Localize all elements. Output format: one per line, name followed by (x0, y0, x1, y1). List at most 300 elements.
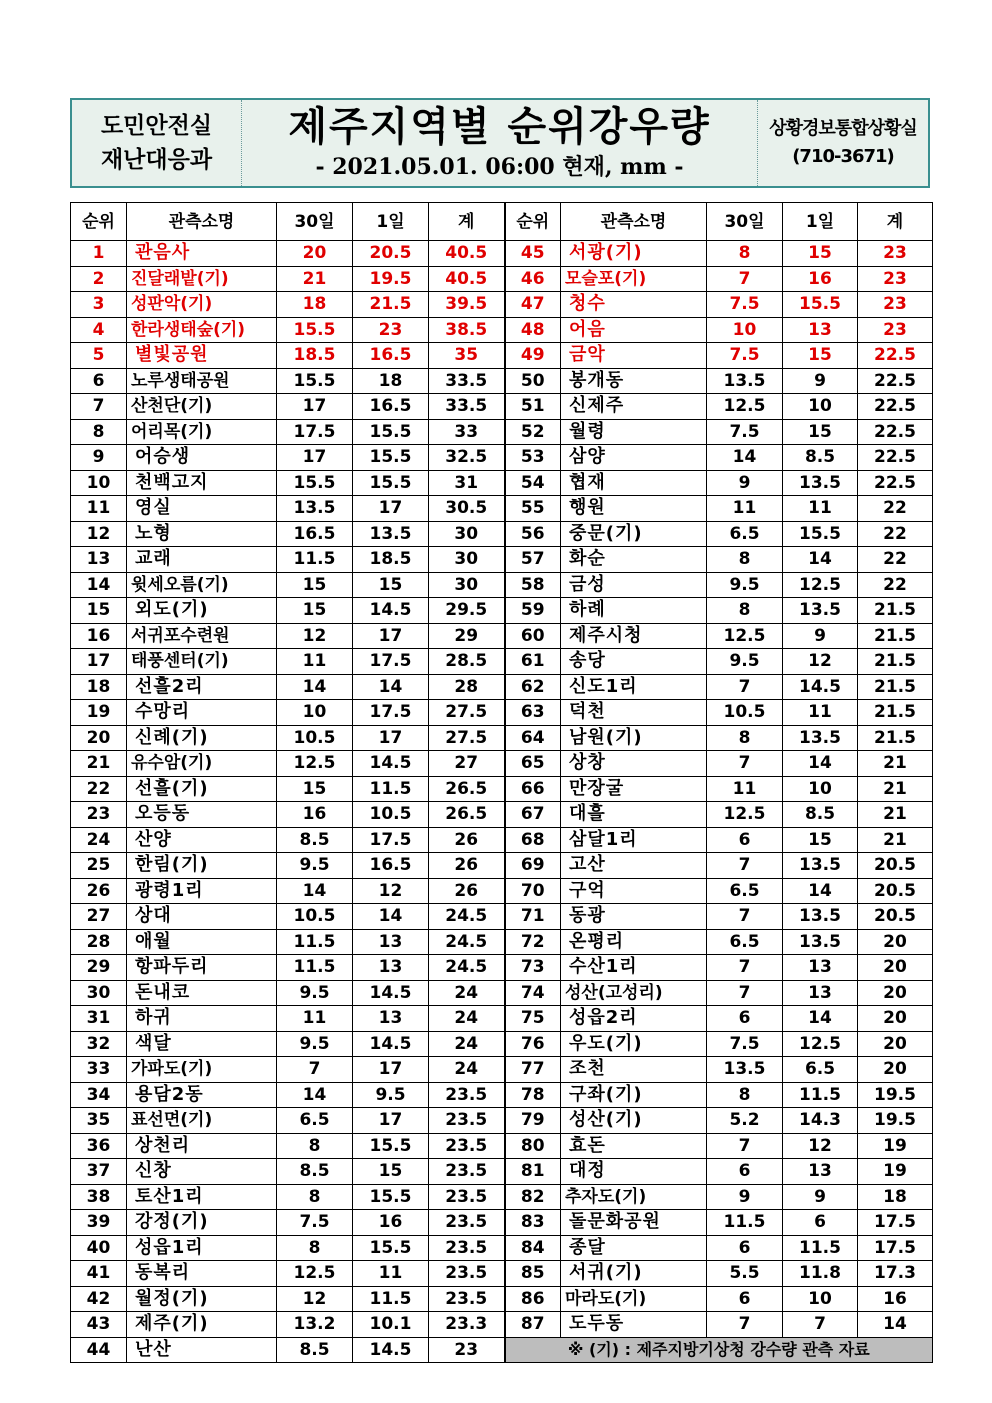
total-cell: 22.5 (858, 470, 933, 496)
station-name-cell: 오등동 (127, 802, 277, 828)
d30-cell: 6.5 (707, 929, 783, 955)
d30-cell: 10.5 (707, 700, 783, 726)
total-cell: 33.5 (429, 368, 505, 394)
d30-cell: 7 (707, 674, 783, 700)
d30-cell: 6 (707, 827, 783, 853)
d1-cell: 9.5 (353, 1082, 429, 1108)
station-name-cell: 청수 (561, 292, 707, 318)
station-name-cell: 성읍2리 (561, 1006, 707, 1032)
d1-cell: 14.5 (353, 980, 429, 1006)
d30-cell: 7.5 (707, 1031, 783, 1057)
d1-cell: 11.5 (783, 1082, 858, 1108)
total-cell: 26.5 (429, 802, 505, 828)
rank-cell: 1 (71, 241, 127, 267)
total-cell: 24 (429, 1031, 505, 1057)
total-cell: 21 (858, 827, 933, 853)
rank-cell: 37 (71, 1159, 127, 1185)
table-row (71, 266, 933, 292)
d30-cell: 10 (277, 700, 353, 726)
total-cell: 20.5 (858, 878, 933, 904)
rank-cell: 76 (505, 1031, 561, 1057)
rank-cell: 63 (505, 700, 561, 726)
rank-cell: 50 (505, 368, 561, 394)
col-30day-right: 30일 (707, 203, 783, 241)
d30-cell: 7 (707, 853, 783, 879)
station-name-cell: 선흘2리 (127, 674, 277, 700)
d30-cell: 6 (707, 1286, 783, 1312)
total-cell: 22 (858, 547, 933, 573)
d30-cell: 6.5 (277, 1108, 353, 1134)
station-name-cell: 별빛공원 (127, 343, 277, 369)
table-row (71, 878, 933, 904)
rank-cell: 45 (505, 241, 561, 267)
total-cell: 23.3 (429, 1312, 505, 1338)
d30-cell: 11.5 (277, 547, 353, 573)
d1-cell: 13 (783, 980, 858, 1006)
d1-cell: 13.5 (783, 470, 858, 496)
d30-cell: 12.5 (707, 802, 783, 828)
table-row (71, 292, 933, 318)
station-name-cell: 서귀(기) (561, 1261, 707, 1287)
rank-cell: 75 (505, 1006, 561, 1032)
total-cell: 17.3 (858, 1261, 933, 1287)
d30-cell: 15 (277, 776, 353, 802)
table-row (71, 649, 933, 675)
table-row (71, 598, 933, 624)
total-cell: 20 (858, 1057, 933, 1083)
total-cell: 20 (858, 955, 933, 981)
station-name-cell: 동광 (561, 904, 707, 930)
rank-cell: 71 (505, 904, 561, 930)
rank-cell: 82 (505, 1184, 561, 1210)
rank-cell: 65 (505, 751, 561, 777)
d1-cell: 12.5 (783, 1031, 858, 1057)
station-name-cell: 종달 (561, 1235, 707, 1261)
rank-cell: 33 (71, 1057, 127, 1083)
table-row (71, 776, 933, 802)
rank-cell: 80 (505, 1133, 561, 1159)
station-name-cell: 만장굴 (561, 776, 707, 802)
total-cell: 19.5 (858, 1082, 933, 1108)
total-cell: 23.5 (429, 1261, 505, 1287)
office-phone: (710-3671) (792, 146, 894, 167)
d1-cell: 13.5 (353, 521, 429, 547)
d1-cell: 13.5 (783, 598, 858, 624)
total-cell: 20.5 (858, 904, 933, 930)
total-cell: 20 (858, 1006, 933, 1032)
table-row (71, 623, 933, 649)
d30-cell: 7 (707, 1312, 783, 1338)
rank-cell: 48 (505, 317, 561, 343)
station-name-cell: 도두동 (561, 1312, 707, 1338)
station-name-cell: 강정(기) (127, 1210, 277, 1236)
total-cell: 23.5 (429, 1210, 505, 1236)
d1-cell: 17 (353, 623, 429, 649)
table-row (71, 419, 933, 445)
station-name-cell: 삼양 (561, 445, 707, 471)
d1-cell: 10.1 (353, 1312, 429, 1338)
total-cell: 27.5 (429, 725, 505, 751)
d30-cell: 16.5 (277, 521, 353, 547)
table-row (71, 394, 933, 420)
rank-cell: 60 (505, 623, 561, 649)
d30-cell: 12 (277, 623, 353, 649)
table-row (71, 470, 933, 496)
d30-cell: 11.5 (277, 955, 353, 981)
station-name-cell: 상대 (127, 904, 277, 930)
station-name-cell: 어리목(기) (127, 419, 277, 445)
table-row (71, 827, 933, 853)
rank-cell: 3 (71, 292, 127, 318)
d1-cell: 15.5 (353, 470, 429, 496)
table-row (71, 1082, 933, 1108)
station-name-cell: 상창 (561, 751, 707, 777)
station-name-cell: 삼달1리 (561, 827, 707, 853)
table-row (71, 1184, 933, 1210)
table-header-row (71, 203, 933, 241)
d30-cell: 15 (277, 598, 353, 624)
rank-cell: 72 (505, 929, 561, 955)
rank-cell: 25 (71, 853, 127, 879)
d1-cell: 15 (783, 419, 858, 445)
d30-cell: 14 (277, 674, 353, 700)
d30-cell: 15.5 (277, 470, 353, 496)
d30-cell: 8 (277, 1235, 353, 1261)
rank-cell: 41 (71, 1261, 127, 1287)
rank-cell: 87 (505, 1312, 561, 1338)
station-name-cell: 수산1리 (561, 955, 707, 981)
col-station-left: 관측소명 (127, 203, 277, 241)
rank-cell: 15 (71, 598, 127, 624)
rank-cell: 61 (505, 649, 561, 675)
station-name-cell: 상천리 (127, 1133, 277, 1159)
rank-cell: 23 (71, 802, 127, 828)
d30-cell: 13.5 (277, 496, 353, 522)
rank-cell: 32 (71, 1031, 127, 1057)
rank-cell: 43 (71, 1312, 127, 1338)
col-station-right: 관측소명 (561, 203, 707, 241)
total-cell: 20.5 (858, 853, 933, 879)
d30-cell: 7.5 (707, 343, 783, 369)
rank-cell: 2 (71, 266, 127, 292)
d1-cell: 17 (353, 496, 429, 522)
total-cell: 30 (429, 521, 505, 547)
total-cell: 38.5 (429, 317, 505, 343)
d1-cell: 9 (783, 623, 858, 649)
station-name-cell: 월령 (561, 419, 707, 445)
station-name-cell: 효돈 (561, 1133, 707, 1159)
rank-cell: 24 (71, 827, 127, 853)
station-name-cell: 토산1리 (127, 1184, 277, 1210)
department-block (72, 100, 242, 186)
rank-cell: 69 (505, 853, 561, 879)
d1-cell: 11.5 (353, 1286, 429, 1312)
station-name-cell: 온평리 (561, 929, 707, 955)
rank-cell: 13 (71, 547, 127, 573)
d1-cell: 11 (783, 496, 858, 522)
total-cell: 19 (858, 1133, 933, 1159)
total-cell: 40.5 (429, 266, 505, 292)
d1-cell: 23 (353, 317, 429, 343)
d30-cell: 15 (277, 572, 353, 598)
d1-cell: 14.5 (353, 598, 429, 624)
rank-cell: 44 (71, 1337, 127, 1363)
total-cell: 23.5 (429, 1159, 505, 1185)
rank-cell: 26 (71, 878, 127, 904)
d30-cell: 8 (277, 1184, 353, 1210)
rank-cell: 49 (505, 343, 561, 369)
table-row (71, 1210, 933, 1236)
d1-cell: 17 (353, 1108, 429, 1134)
total-cell: 30 (429, 547, 505, 573)
rank-cell: 85 (505, 1261, 561, 1287)
total-cell: 24 (429, 1057, 505, 1083)
d1-cell: 6 (783, 1210, 858, 1236)
d1-cell: 8.5 (783, 445, 858, 471)
table-row (71, 1031, 933, 1057)
col-rank-left: 순위 (71, 203, 127, 241)
station-name-cell: 태풍센터(기) (127, 649, 277, 675)
total-cell: 26 (429, 827, 505, 853)
d1-cell: 17.5 (353, 700, 429, 726)
d30-cell: 13.5 (707, 1057, 783, 1083)
d1-cell: 18 (353, 368, 429, 394)
total-cell: 23.5 (429, 1286, 505, 1312)
rank-cell: 30 (71, 980, 127, 1006)
station-name-cell: 성판악(기) (127, 292, 277, 318)
rank-cell: 86 (505, 1286, 561, 1312)
total-cell: 22 (858, 572, 933, 598)
d1-cell: 12 (783, 649, 858, 675)
station-name-cell: 영실 (127, 496, 277, 522)
rank-cell: 14 (71, 572, 127, 598)
total-cell: 23.5 (429, 1133, 505, 1159)
d30-cell: 8 (707, 547, 783, 573)
total-cell: 30 (429, 572, 505, 598)
table-row (71, 1133, 933, 1159)
d30-cell: 9.5 (277, 853, 353, 879)
d1-cell: 15 (353, 1159, 429, 1185)
table-row (71, 725, 933, 751)
total-cell: 22.5 (858, 394, 933, 420)
rank-cell: 68 (505, 827, 561, 853)
station-name-cell: 노형 (127, 521, 277, 547)
station-name-cell: 협재 (561, 470, 707, 496)
d1-cell: 13 (353, 1006, 429, 1032)
total-cell: 27.5 (429, 700, 505, 726)
d1-cell: 17.5 (353, 649, 429, 675)
d1-cell: 16 (783, 266, 858, 292)
total-cell: 24 (429, 980, 505, 1006)
d1-cell: 6.5 (783, 1057, 858, 1083)
station-name-cell: 금악 (561, 343, 707, 369)
station-name-cell: 추자도(기) (561, 1184, 707, 1210)
total-cell: 23 (429, 1337, 505, 1363)
station-name-cell: 송당 (561, 649, 707, 675)
d30-cell: 7.5 (707, 419, 783, 445)
station-name-cell: 유수암(기) (127, 751, 277, 777)
d30-cell: 11 (277, 649, 353, 675)
d30-cell: 13.5 (707, 368, 783, 394)
total-cell: 18 (858, 1184, 933, 1210)
d30-cell: 8 (707, 241, 783, 267)
d30-cell: 9.5 (277, 1031, 353, 1057)
d30-cell: 8.5 (277, 827, 353, 853)
table-row (71, 853, 933, 879)
station-name-cell: 모슬포(기) (561, 266, 707, 292)
rank-cell: 18 (71, 674, 127, 700)
d1-cell: 7 (783, 1312, 858, 1338)
d30-cell: 7 (277, 1057, 353, 1083)
table-row (71, 929, 933, 955)
d30-cell: 10.5 (277, 904, 353, 930)
total-cell: 31 (429, 470, 505, 496)
d30-cell: 8 (707, 1082, 783, 1108)
d1-cell: 15.5 (783, 521, 858, 547)
table-row (71, 700, 933, 726)
rank-cell: 83 (505, 1210, 561, 1236)
page-title: 제주지역별 순위강우량 (288, 104, 711, 150)
total-cell: 24.5 (429, 929, 505, 955)
d1-cell: 14 (353, 674, 429, 700)
department-line-1: 도민안전실 (100, 113, 213, 139)
rainfall-ranking-table (70, 202, 933, 1363)
total-cell: 21.5 (858, 674, 933, 700)
total-cell: 35 (429, 343, 505, 369)
table-row (71, 1312, 933, 1338)
d1-cell: 14 (783, 547, 858, 573)
station-name-cell: 동복리 (127, 1261, 277, 1287)
d1-cell: 14 (783, 751, 858, 777)
total-cell: 14 (858, 1312, 933, 1338)
d30-cell: 18 (277, 292, 353, 318)
col-30day-left: 30일 (277, 203, 353, 241)
rank-cell: 57 (505, 547, 561, 573)
d1-cell: 13 (783, 955, 858, 981)
d30-cell: 11.5 (707, 1210, 783, 1236)
station-name-cell: 제주(기) (127, 1312, 277, 1338)
d1-cell: 11.5 (783, 1235, 858, 1261)
total-cell: 16 (858, 1286, 933, 1312)
table-row (71, 955, 933, 981)
station-name-cell: 돌문화공원 (561, 1210, 707, 1236)
rank-cell: 51 (505, 394, 561, 420)
d1-cell: 21.5 (353, 292, 429, 318)
station-name-cell: 관음사 (127, 241, 277, 267)
col-rank-right: 순위 (505, 203, 561, 241)
total-cell: 21.5 (858, 649, 933, 675)
station-name-cell: 돈내코 (127, 980, 277, 1006)
total-cell: 21 (858, 751, 933, 777)
d30-cell: 15.5 (277, 317, 353, 343)
station-name-cell: 하례 (561, 598, 707, 624)
rank-cell: 70 (505, 878, 561, 904)
d1-cell: 13 (353, 929, 429, 955)
total-cell: 39.5 (429, 292, 505, 318)
station-name-cell: 구억 (561, 878, 707, 904)
station-name-cell: 광령1리 (127, 878, 277, 904)
station-name-cell: 표선면(기) (127, 1108, 277, 1134)
rank-cell: 79 (505, 1108, 561, 1134)
rank-cell: 16 (71, 623, 127, 649)
total-cell: 17.5 (858, 1235, 933, 1261)
d1-cell: 13.5 (783, 904, 858, 930)
rank-cell: 66 (505, 776, 561, 802)
station-name-cell: 중문(기) (561, 521, 707, 547)
table-row (71, 521, 933, 547)
report-header (70, 98, 930, 188)
d30-cell: 17 (277, 394, 353, 420)
d1-cell: 16 (353, 1210, 429, 1236)
title-block (242, 100, 758, 186)
page-subtitle: - 2021.05.01. 06:00 현재, mm - (315, 154, 684, 180)
total-cell: 22.5 (858, 343, 933, 369)
d30-cell: 13.2 (277, 1312, 353, 1338)
d1-cell: 16.5 (353, 394, 429, 420)
station-name-cell: 봉개동 (561, 368, 707, 394)
d30-cell: 9.5 (707, 649, 783, 675)
table-row (71, 317, 933, 343)
station-name-cell: 노루생태공원 (127, 368, 277, 394)
d30-cell: 20 (277, 241, 353, 267)
d1-cell: 17 (353, 725, 429, 751)
total-cell: 29 (429, 623, 505, 649)
table-row (71, 1261, 933, 1287)
station-name-cell: 덕천 (561, 700, 707, 726)
rank-cell: 10 (71, 470, 127, 496)
total-cell: 23.5 (429, 1082, 505, 1108)
d30-cell: 12 (277, 1286, 353, 1312)
table-row (71, 241, 933, 267)
station-name-cell: 월정(기) (127, 1286, 277, 1312)
d1-cell: 14.5 (353, 1031, 429, 1057)
d1-cell: 15.5 (783, 292, 858, 318)
rank-cell: 78 (505, 1082, 561, 1108)
total-cell: 21.5 (858, 623, 933, 649)
rank-cell: 77 (505, 1057, 561, 1083)
d1-cell: 17 (353, 1057, 429, 1083)
d30-cell: 11.5 (277, 929, 353, 955)
station-name-cell: 성산(고성리) (561, 980, 707, 1006)
d30-cell: 6.5 (707, 521, 783, 547)
station-name-cell: 우도(기) (561, 1031, 707, 1057)
col-1day-right: 1일 (783, 203, 858, 241)
station-name-cell: 수망리 (127, 700, 277, 726)
total-cell: 28.5 (429, 649, 505, 675)
d30-cell: 15.5 (277, 368, 353, 394)
rank-cell: 5 (71, 343, 127, 369)
rank-cell: 9 (71, 445, 127, 471)
d1-cell: 15.5 (353, 1133, 429, 1159)
rank-cell: 21 (71, 751, 127, 777)
table-row (71, 445, 933, 471)
station-name-cell: 구좌(기) (561, 1082, 707, 1108)
rank-cell: 22 (71, 776, 127, 802)
station-name-cell: 외도(기) (127, 598, 277, 624)
total-cell: 22.5 (858, 419, 933, 445)
rank-cell: 29 (71, 955, 127, 981)
d1-cell: 12 (353, 878, 429, 904)
rank-cell: 8 (71, 419, 127, 445)
d30-cell: 8 (707, 725, 783, 751)
rank-cell: 54 (505, 470, 561, 496)
d30-cell: 10.5 (277, 725, 353, 751)
table-body (71, 241, 933, 1363)
d30-cell: 6 (707, 1159, 783, 1185)
d30-cell: 7 (707, 1133, 783, 1159)
total-cell: 21 (858, 776, 933, 802)
d1-cell: 11.8 (783, 1261, 858, 1287)
